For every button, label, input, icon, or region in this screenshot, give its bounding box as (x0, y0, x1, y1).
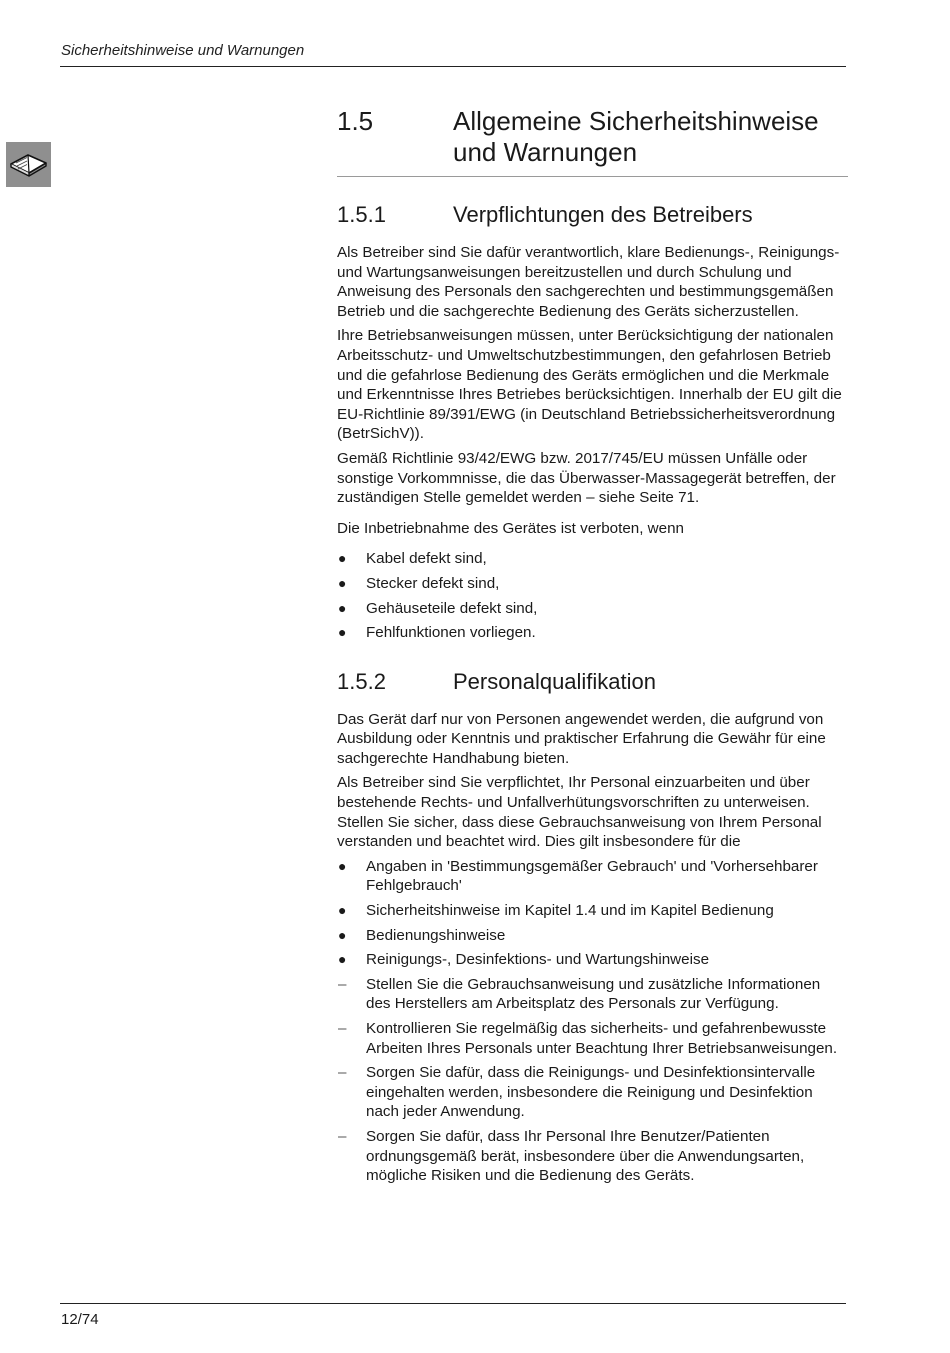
book-icon (6, 142, 51, 187)
dash-icon: – (338, 1064, 347, 1082)
list-item: ● Reinigungs-, Desinfektions- und Wartungshinweise (338, 951, 710, 969)
subsection-title: Personalqualifikation (453, 668, 657, 694)
bullet-icon: ● (338, 624, 347, 641)
subsection-title: Verpflichtungen des Betreibers (453, 202, 753, 227)
paragraph: Die Inbetriebnahme des Gerätes ist verboten, wenn (337, 519, 684, 537)
bullet-icon: ● (338, 574, 347, 591)
bullet-icon: ● (338, 599, 347, 616)
list-item: – Stellen Sie die Gebrauchsanweisung und zusätzliche Informationen des Herstellers am Arbeitsplatz des Personals zur Verfügung. (338, 975, 821, 1013)
list-item: ● Fehlfunktionen vorliegen. (338, 624, 536, 642)
paragraph: Gemäß Richtlinie 93/42/EWG bzw. 2017/745/EU müssen Unfälle oder sonstige Vorkommnisse, die das Überwasser-Massagegerät betreffen, der zuständigen Stelle gemeldet werden – siehe Seite 71. (337, 449, 836, 507)
list-item: ● Bedienungshinweise (338, 926, 506, 944)
list-item: – Sorgen Sie dafür, dass die Reinigungs- und Desinfektionsintervalle eingehalten werden, insbesondere die Reinigung und Desinfektion nach jeder Anwendung. (338, 1064, 816, 1121)
bullet-icon: ● (338, 951, 347, 968)
dash-icon: – (338, 975, 347, 993)
dash-icon: – (338, 1127, 347, 1145)
list-item: ● Angaben in 'Bestimmungsgemäßer Gebrauch' und 'Vorhersehbarer Fehlgebrauch' (338, 857, 818, 895)
page-content (337, 106, 845, 1191)
dash-list (337, 975, 845, 1186)
section-rule (337, 176, 848, 177)
subsection-number: 1.5.2 (337, 668, 386, 694)
subsection-heading (337, 669, 845, 695)
bullet-icon: ● (338, 926, 347, 943)
list-item: ● Gehäuseteile defekt sind, (338, 599, 538, 617)
section-number: 1.5 (337, 106, 374, 136)
page-number: 12/74 (61, 1311, 99, 1328)
list-item: ● Kabel defekt sind, (338, 550, 487, 568)
list-item: – Kontrollieren Sie regelmäßig das sicherheits- und gefahrenbewusste Arbeiten Ihres Personals unter Beachtung Ihrer Betriebsanweisungen. (338, 1020, 838, 1057)
subsection-heading (337, 202, 845, 228)
paragraph: Ihre Betriebsanweisungen müssen, unter Berücksichtigung der nationalen Arbeitsschutz- und Umweltschutzbestimmungen, den gefahrlosen Betrieb und die gefahrlose Bedienung des Geräts ermöglichen und die Merkmale und Erkenntnisse Ihres Betriebes berücksichtigen. Innerhalb der EU gilt die (337, 327, 842, 404)
bullet-list (337, 857, 845, 970)
header-rule (60, 66, 846, 67)
bullet-icon: ● (338, 902, 347, 919)
bullet-icon: ● (338, 550, 347, 567)
paragraph: EU-Richtlinie 89/391/EWG (in Deutschland Betriebssicherheitsverordnung (BetrSichV)). (337, 405, 836, 443)
section-heading (337, 106, 845, 176)
section-title: Allgemeine Sicherheitshinweise und Warnungen (453, 106, 819, 167)
bullet-list (337, 549, 845, 642)
list-item: – Sorgen Sie dafür, dass Ihr Personal Ihre Benutzer/Patienten ordnungsgemäß berät, insbesondere über die Anwendungsarten, mögliche Risiken und die Bedienung des Geräts. (338, 1127, 805, 1185)
list-item: ● Sicherheitshinweise im Kapitel 1.4 und im Kapitel Bedienung (338, 902, 774, 920)
dash-icon: – (338, 1020, 347, 1037)
paragraph: Als Betreiber sind Sie dafür verantwortlich, klare Bedienungs-, Reinigungs- und Wartungsanweisungen bereitzustellen und durch Schulung und Anweisung des Personals den sachgerechten und bestimmungsgemäßen Betrieb und die sachgerechte Bedienung des Geräts sicherzustellen. (337, 244, 840, 320)
running-header: Sicherheitshinweise und Warnungen (61, 42, 305, 59)
footer-rule (60, 1303, 846, 1304)
paragraph: Das Gerät darf nur von Personen angewendet werden, die aufgrund von Ausbildung oder Kenntnis und praktischer Erfahrung die Gewähr für eine sachgerechte Handhabung bieten. (337, 710, 826, 767)
subsection-number: 1.5.1 (337, 202, 386, 227)
paragraph: Als Betreiber sind Sie verpflichtet, Ihr Personal einzuarbeiten und über bestehende Rechts- und Unfallverhütungsvorschriften zu unterweisen. Stellen Sie sicher, dass diese Gebrauchsanweisung von Ihrem Personal verstanden und beachtet wird. Dies gilt insbesondere für die (337, 774, 822, 851)
list-item: ● Stecker defekt sind, (338, 574, 500, 592)
bullet-icon: ● (338, 857, 347, 874)
